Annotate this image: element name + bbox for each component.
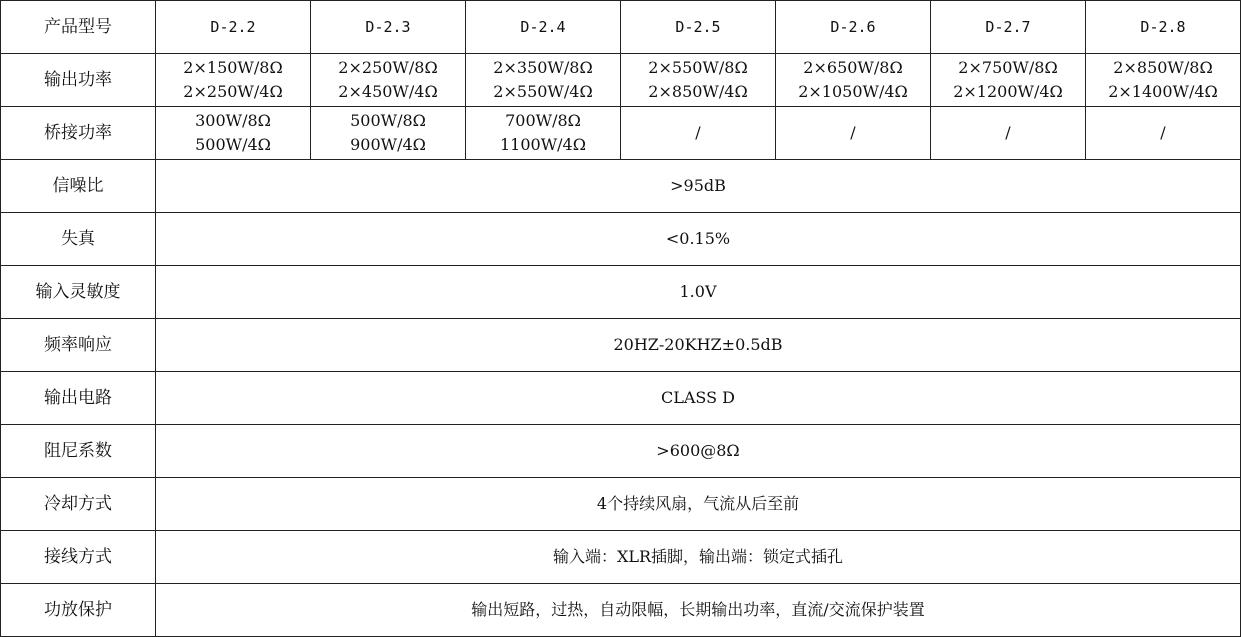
cell-line: /	[850, 123, 856, 142]
cell-line: 2×850W/4Ω	[648, 82, 748, 101]
table-row-connection	[1, 531, 1241, 584]
cell-line: 2×850W/8Ω	[1113, 58, 1213, 77]
table-row-damping-factor	[1, 425, 1241, 478]
cell-line: 2×1200W/4Ω	[953, 82, 1063, 101]
cell-line: 2×250W/4Ω	[183, 82, 283, 101]
value-cell: 输入端：XLR插脚，输出端：锁定式插孔	[156, 531, 1241, 584]
model-cell: D-2.6	[776, 1, 931, 54]
table-row-bridge-power	[1, 107, 1241, 160]
cell-line: 500W/4Ω	[195, 135, 271, 154]
value-cell	[466, 54, 621, 107]
row-label: 信噪比	[1, 160, 156, 213]
value-cell	[1086, 54, 1241, 107]
value-cell: <0.15%	[156, 213, 1241, 266]
model-cell: D-2.4	[466, 1, 621, 54]
row-label: 输出电路	[1, 372, 156, 425]
value-cell: 4个持续风扇，气流从后至前	[156, 478, 1241, 531]
cell-line: /	[1160, 123, 1166, 142]
value-cell	[931, 54, 1086, 107]
cell-line: 2×450W/4Ω	[338, 82, 438, 101]
cell-line: 2×650W/8Ω	[803, 58, 903, 77]
model-cell: D-2.7	[931, 1, 1086, 54]
row-label: 接线方式	[1, 531, 156, 584]
value-cell	[621, 54, 776, 107]
row-label: 功放保护	[1, 584, 156, 637]
cell-line: 900W/4Ω	[350, 135, 426, 154]
table-row-header	[1, 1, 1241, 54]
table-row-input-sensitivity	[1, 266, 1241, 319]
cell-line: 2×750W/8Ω	[958, 58, 1058, 77]
table-row-output-circuit	[1, 372, 1241, 425]
table-row-snr	[1, 160, 1241, 213]
cell-line: 2×550W/4Ω	[493, 82, 593, 101]
value-cell: 20HZ-20KHZ±0.5dB	[156, 319, 1241, 372]
value-cell	[311, 54, 466, 107]
cell-line: 700W/8Ω	[505, 111, 581, 130]
row-label: 失真	[1, 213, 156, 266]
cell-line: 2×250W/8Ω	[338, 58, 438, 77]
cell-line: /	[1005, 123, 1011, 142]
row-label: 冷却方式	[1, 478, 156, 531]
row-label: 输出功率	[1, 54, 156, 107]
cell-line: 2×550W/8Ω	[648, 58, 748, 77]
model-cell: D-2.3	[311, 1, 466, 54]
value-cell	[466, 107, 621, 160]
value-cell: 输出短路，过热，自动限幅，长期输出功率，直流/交流保护装置	[156, 584, 1241, 637]
table-row-cooling	[1, 478, 1241, 531]
row-label: 频率响应	[1, 319, 156, 372]
value-cell	[621, 107, 776, 160]
value-cell: >600@8Ω	[156, 425, 1241, 478]
table-row-protection	[1, 584, 1241, 637]
table-row-output-power	[1, 54, 1241, 107]
cell-line: 2×1050W/4Ω	[798, 82, 908, 101]
row-label: 产品型号	[1, 1, 156, 54]
value-cell	[311, 107, 466, 160]
value-cell	[931, 107, 1086, 160]
model-cell: D-2.8	[1086, 1, 1241, 54]
value-cell	[776, 107, 931, 160]
table-row-distortion	[1, 213, 1241, 266]
row-label: 阻尼系数	[1, 425, 156, 478]
cell-line: 300W/8Ω	[195, 111, 271, 130]
value-cell	[156, 54, 311, 107]
row-label: 桥接功率	[1, 107, 156, 160]
value-cell: >95dB	[156, 160, 1241, 213]
table-row-frequency-response	[1, 319, 1241, 372]
value-cell: CLASS D	[156, 372, 1241, 425]
value-cell	[776, 54, 931, 107]
cell-line: 500W/8Ω	[350, 111, 426, 130]
value-cell	[1086, 107, 1241, 160]
row-label: 输入灵敏度	[1, 266, 156, 319]
model-cell: D-2.2	[156, 1, 311, 54]
value-cell	[156, 107, 311, 160]
cell-line: 1100W/4Ω	[500, 135, 586, 154]
value-cell: 1.0V	[156, 266, 1241, 319]
cell-line: /	[695, 123, 701, 142]
model-cell: D-2.5	[621, 1, 776, 54]
cell-line: 2×1400W/4Ω	[1108, 82, 1218, 101]
cell-line: 2×150W/8Ω	[183, 58, 283, 77]
cell-line: 2×350W/8Ω	[493, 58, 593, 77]
